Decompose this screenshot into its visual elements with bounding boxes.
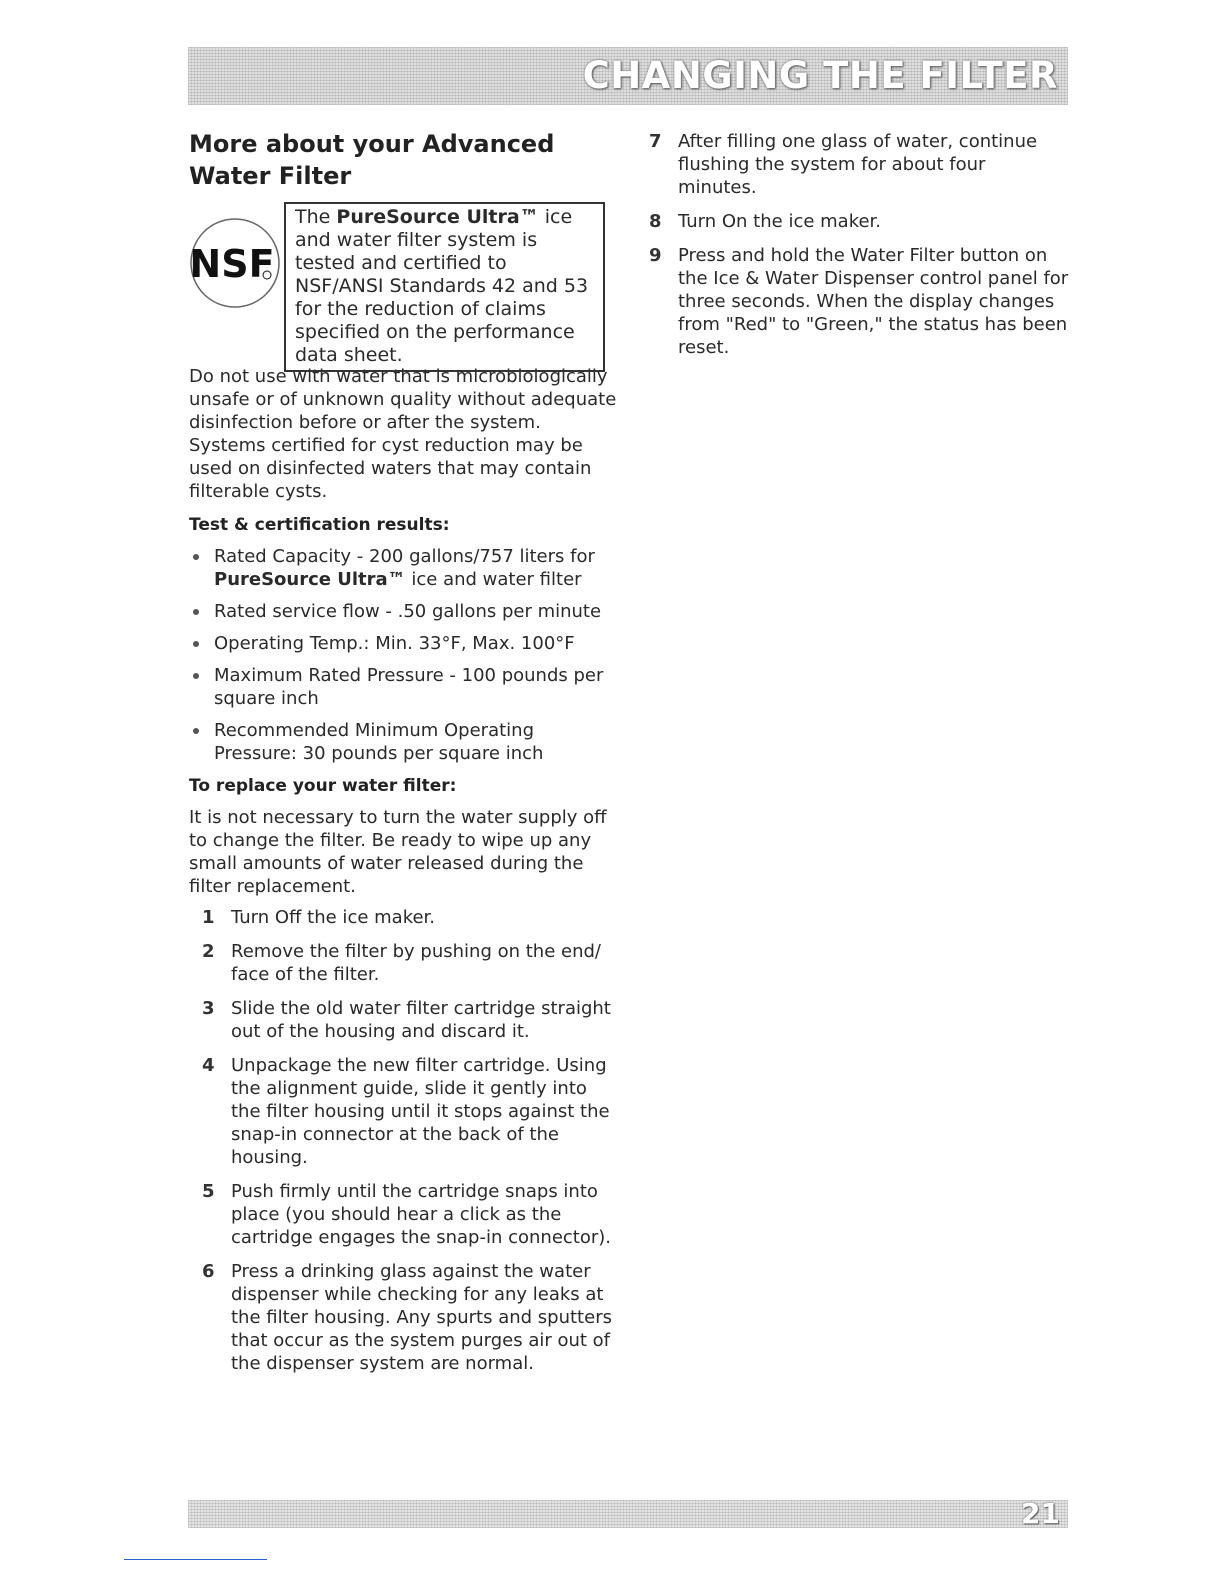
bullet-icon [193,673,199,679]
replace-intro: It is not necessary to turn the water supply off to change the filter. Be ready to wipe up any small amounts of water released during the filter replacement. [189,807,607,897]
step-item [189,997,621,1043]
step-number: 2 [202,941,215,962]
list-item-text: Operating Temp.: Min. 33°F, Max. 100°F [214,633,575,654]
step-item [189,940,621,986]
brand-name: PureSource Ultra™ [214,569,406,590]
step-number: 8 [649,211,662,232]
replace-steps [189,906,621,1375]
step-number: 7 [649,131,662,152]
test-heading: Test & certification results: [189,515,450,535]
bullet-icon [193,609,199,615]
step-text: After filling one glass of water, continue flushing the system for about four minutes. [678,131,1038,198]
step-item [649,130,1069,199]
step-number: 5 [202,1181,215,1202]
divider [124,1559,267,1560]
warning-paragraph: Do not use with water that is microbiologically unsafe or of unknown quality without adequate disinfection before or after the system. Systems certified for cyst reduction may be used on disinfected waters that may contain filterable cysts. [189,366,617,502]
list-item [189,719,621,765]
step-text: Press a drinking glass against the water dispenser while checking for any leaks at the filter housing. Any spurts and sputters that occur as the system purges air out of the dispenser system are normal. [231,1261,612,1374]
nsf-logo-text: NSF [189,242,275,286]
step-number: 3 [202,998,215,1019]
step-item [189,1260,621,1375]
step-number: 6 [202,1261,215,1282]
step-text: Turn On the ice maker. [678,211,882,232]
step-text: Press and hold the Water Filter button on the Ice & Water Dispenser control panel for three seconds. When the display changes from "Red" to "Green," the status has been reset. [678,245,1069,358]
list-item [189,545,621,591]
page-number: 21 [1021,1497,1060,1530]
list-item-text: Recommended Minimum Operating Pressure: 30 pounds per square inch [214,720,544,764]
nsf-text-rest: ice and water filter system is tested and certified to NSF/ANSI Standards 42 and 53 for the reduction of claims specified on the performance data sheet. [295,206,589,366]
replace-heading: To replace your water filter: [189,776,457,796]
certification-list [189,545,621,765]
header-band [188,47,1068,105]
bullet-icon [193,728,199,734]
list-item-text: Maximum Rated Pressure - 100 pounds per square inch [214,665,604,709]
step-text: Push firmly until the cartridge snaps into place (you should hear a click as the cartridge engages the snap-in connector). [231,1181,612,1248]
list-item [189,600,621,623]
step-text: Remove the filter by pushing on the end/ face of the filter. [231,941,601,985]
list-item-text: Rated Capacity - 200 gallons/757 liters for [214,546,595,567]
step-text: Unpackage the new filter cartridge. Using the alignment guide, slide it gently into the filter housing until it stops against the snap-in connector at the back of the housing. [231,1055,610,1168]
nsf-statement [284,202,605,372]
nsf-text-start: The [295,206,337,228]
step-item [189,1180,621,1249]
step-item [189,1054,621,1169]
step-item [189,906,621,929]
step-text: Turn Off the ice maker. [231,907,436,928]
nsf-certification [189,202,621,366]
step-number: 4 [202,1055,215,1076]
list-item [189,664,621,710]
step-text: Slide the old water filter cartridge straight out of the housing and discard it. [231,998,611,1042]
page-title: CHANGING THE FILTER [582,54,1058,97]
step-item [649,210,1069,233]
section-title: More about your Advanced Water Filter [189,130,555,190]
bullet-icon [193,554,199,560]
footer-band [188,1497,1068,1530]
list-item-text-rest: ice and water filter [405,569,582,590]
brand-name: PureSource Ultra™ [336,206,539,228]
left-column [189,128,621,1386]
step-number: 9 [649,245,662,266]
list-item [189,632,621,655]
step-number: 1 [202,907,215,928]
bullet-icon [193,641,199,647]
step-item [649,244,1069,359]
nsf-logo-icon [189,217,281,309]
replace-steps-continued [649,130,1069,359]
list-item-text: Rated service flow - .50 gallons per minute [214,601,602,622]
right-column [649,130,1069,370]
